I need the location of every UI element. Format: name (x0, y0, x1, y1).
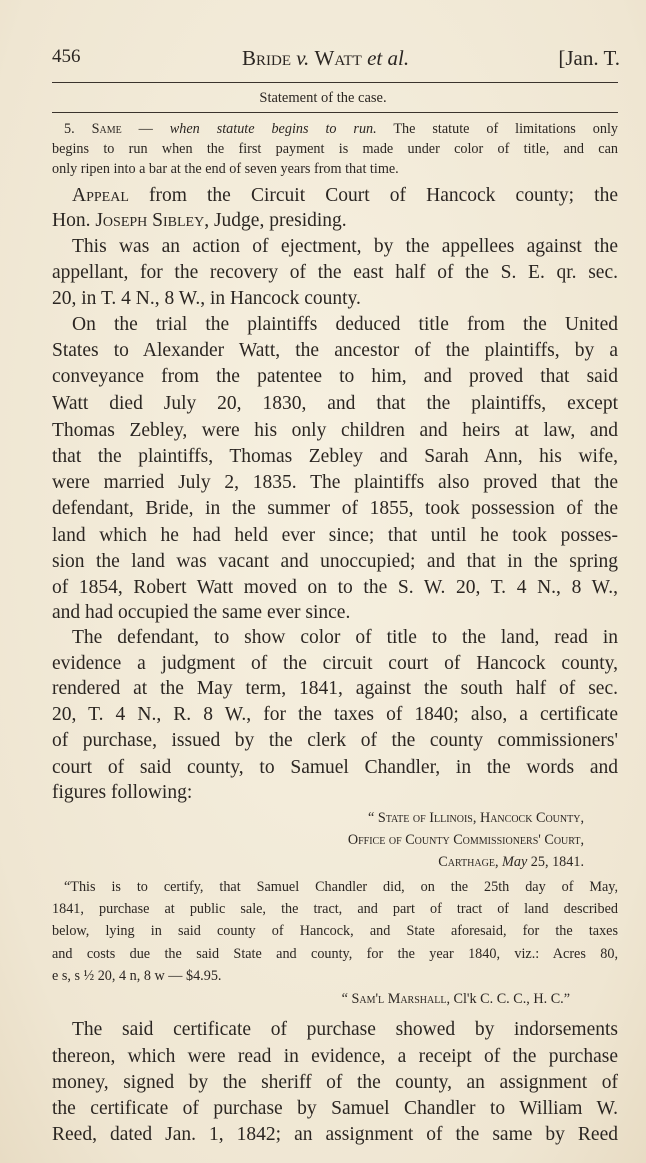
title-party-2: Watt (314, 46, 362, 70)
text-line (52, 419, 618, 443)
text-line (52, 703, 618, 727)
running-title (242, 46, 409, 71)
text-segment: Thomas Zebley, were his only children and heirs at law, and (52, 420, 618, 441)
text-segment: Joseph Sibley (95, 210, 205, 231)
text-segment: May (502, 854, 528, 870)
text-segment: from the Circuit Court of Hancock county; the (128, 185, 618, 206)
text-segment: Reed, dated Jan. 1, 1842; an assignment of the same by Reed (52, 1124, 618, 1145)
text-line (52, 990, 570, 1009)
text-segment: Sam'l Marshall (351, 991, 447, 1007)
text-line (52, 471, 618, 495)
text-segment: Hon. (52, 210, 96, 231)
text-segment: 25, 1841. (527, 854, 584, 870)
text-segment: Office of County Commissioners' Court, (347, 832, 584, 848)
text-segment: evidence a judgment of the circuit court of Hancock county, (52, 653, 618, 674)
text-segment: Carthage (438, 854, 495, 870)
text-line (64, 878, 618, 897)
text-segment: figures following: (52, 782, 193, 803)
section-rule (52, 112, 618, 113)
text-line (52, 945, 618, 964)
text-line (52, 1123, 618, 1147)
section-heading: Statement of the case. (259, 90, 387, 106)
header-rule (52, 82, 618, 83)
text-segment: the certificate of purchase by Samuel Chandler to William W. (52, 1098, 618, 1119)
text-line (52, 1045, 618, 1069)
text-line (52, 601, 618, 625)
text-segment: “ (341, 991, 352, 1007)
text-line (52, 781, 618, 805)
text-segment: , Cl'k C. C. C., H. C.” (446, 991, 570, 1007)
text-segment: when statute begins to run. (169, 121, 377, 137)
title-party-1: Bride (242, 46, 292, 70)
text-line (52, 652, 618, 676)
text-segment: , (494, 854, 503, 870)
text-line (52, 160, 618, 179)
text-line (52, 550, 618, 574)
text-line (52, 497, 618, 521)
text-line (52, 831, 584, 850)
text-line (72, 313, 618, 337)
text-segment: that the plaintiffs, Thomas Zebley and Sarah Ann, his wife, (52, 446, 618, 467)
term-label: [Jan. T. (558, 46, 620, 70)
text-line (52, 922, 618, 941)
text-segment: 20, in T. 4 N., 8 W., in Hancock county. (52, 288, 361, 309)
text-line (52, 1097, 618, 1121)
text-line (52, 576, 618, 600)
text-segment: of 1854, Robert Watt moved on to the S. W. 20, T. 4 N., 8 W., (52, 577, 618, 598)
text-line (72, 1018, 618, 1042)
text-line (52, 209, 618, 233)
text-segment: The statute of limitations only (376, 121, 618, 137)
text-line (52, 756, 618, 780)
text-line (72, 626, 618, 650)
text-line (52, 392, 618, 416)
text-segment: On the trial the plaintiffs deduced title from the United (72, 314, 618, 335)
text-segment: and costs due the said State and county, for the year 1840, viz.: Acres 80, (52, 946, 618, 962)
text-segment: land which he had held ever since; that until he took posses- (52, 525, 618, 546)
text-line (52, 967, 618, 986)
text-segment: “ (368, 810, 378, 826)
text-line (52, 729, 618, 753)
text-segment: Appeal (72, 185, 129, 206)
text-segment: defendant, Bride, in the summer of 1855, took possession of the (52, 498, 618, 519)
text-line (52, 809, 584, 828)
text-segment: of purchase, issued by the clerk of the county commissioners' (52, 730, 618, 751)
text-line (52, 853, 584, 872)
text-segment: States to Alexander Watt, the ancestor of the plaintiffs, by a (52, 340, 618, 361)
text-line (52, 900, 618, 919)
text-segment: court of said county, to Samuel Chandler, in the words and (52, 757, 618, 778)
text-segment: 1841, purchase at public sale, the tract, and part of tract of land described (52, 901, 618, 917)
text-line (52, 1071, 618, 1095)
text-segment: below, lying in said county of Hancock, and State aforesaid, for the taxes (52, 923, 618, 939)
text-segment: thereon, which were read in evidence, a receipt of the purchase (52, 1046, 618, 1067)
text-segment: — (121, 121, 170, 137)
text-segment: 5. (64, 121, 92, 137)
text-segment: This was an action of ejectment, by the appellees against the (72, 236, 618, 257)
text-segment: conveyance from the patentee to him, and proved that said (52, 366, 618, 387)
text-segment: Same (91, 121, 122, 137)
text-line (52, 261, 618, 285)
text-segment: State of Illinois, Hancock County, (377, 810, 584, 826)
text-segment: rendered at the May term, 1841, against the south half of sec. (52, 678, 618, 699)
text-segment: and had occupied the same ever since. (52, 602, 351, 623)
text-segment: appellant, for the recovery of the east half of the S. E. qr. sec. (52, 262, 618, 283)
text-segment: Watt died July 20, 1830, and that the plaintiffs, except (52, 393, 618, 414)
text-segment: , Judge, presiding. (204, 210, 347, 231)
text-segment: were married July 2, 1835. The plaintiffs also proved that the (52, 472, 618, 493)
text-line (52, 140, 618, 159)
text-line (72, 235, 618, 259)
text-line (52, 677, 618, 701)
text-line (52, 445, 618, 469)
text-segment: The defendant, to show color of title to the land, read in (72, 627, 618, 648)
text-line (64, 120, 618, 139)
title-et-al: et al. (367, 46, 410, 70)
text-line (52, 339, 618, 363)
text-line (52, 287, 618, 311)
text-segment: “This is to certify, that Samuel Chandler did, on the 25th day of May, (64, 879, 618, 895)
text-segment: The said certificate of purchase showed by indorsements (72, 1019, 618, 1040)
text-segment: begins to run when the first payment is made under color of title, and can (52, 141, 618, 157)
text-segment: 20, T. 4 N., R. 8 W., for the taxes of 1840; also, a certificate (52, 704, 618, 725)
text-line (52, 524, 618, 548)
text-segment: e s, s ½ 20, 4 n, 8 w — $4.95. (52, 968, 222, 984)
text-line (72, 184, 618, 208)
text-line (52, 365, 618, 389)
page-number: 456 (52, 46, 81, 67)
text-segment: money, signed by the sheriff of the county, an assignment of (52, 1072, 618, 1093)
title-versus: v. (296, 46, 310, 70)
text-segment: sion the land was vacant and unoccupied; and that in the spring (52, 551, 618, 572)
text-segment: only ripen into a bar at the end of seven years from that time. (52, 161, 399, 177)
